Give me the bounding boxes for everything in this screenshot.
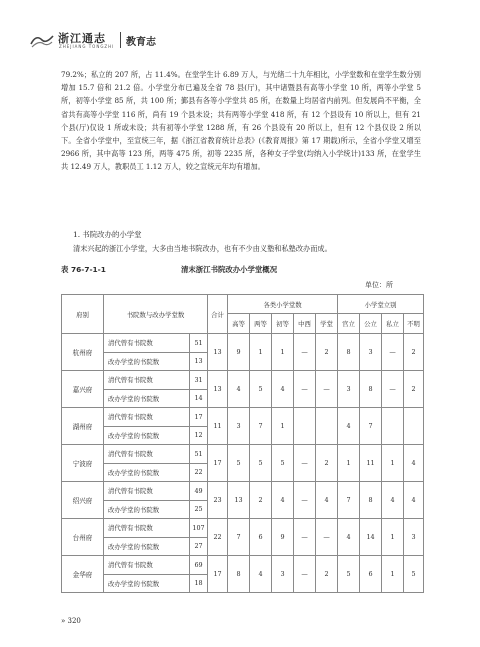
header-prefecture: 府别 bbox=[62, 295, 104, 334]
converted-label: 改办学堂的书院数 bbox=[104, 574, 190, 593]
converted-value: 22 bbox=[190, 463, 208, 482]
converted-value: 12 bbox=[190, 426, 208, 445]
academies-value: 49 bbox=[190, 482, 208, 501]
academies-label: 清代曾有书院数 bbox=[104, 445, 190, 464]
header-establish-private: 私立 bbox=[382, 314, 404, 334]
level-primary-cell: 9 bbox=[272, 519, 294, 556]
converted-label: 改办学堂的书院数 bbox=[104, 352, 190, 371]
academies-label: 清代曾有书院数 bbox=[104, 408, 190, 427]
header-establish-public: 公立 bbox=[360, 314, 382, 334]
level-school-cell: 2 bbox=[316, 556, 338, 593]
page-header bbox=[30, 28, 450, 54]
establish-official-cell: 4 bbox=[338, 408, 360, 445]
level-both-cell: 7 bbox=[250, 408, 272, 445]
establish-official-cell: 5 bbox=[338, 556, 360, 593]
total-cell: 17 bbox=[208, 556, 228, 593]
establish-unknown-cell: 4 bbox=[404, 445, 424, 482]
table-unit: 单位：所 bbox=[365, 281, 393, 289]
establish-unknown-cell: 3 bbox=[404, 519, 424, 556]
establish-private-cell bbox=[382, 408, 404, 445]
establish-private-cell: 1 bbox=[382, 556, 404, 593]
converted-label: 改办学堂的书院数 bbox=[104, 463, 190, 482]
prefecture-cell: 台州府 bbox=[62, 519, 104, 556]
academies-value: 17 bbox=[190, 408, 208, 427]
series-logo-subtext: ZHEJIANG TONGZHI bbox=[59, 44, 115, 49]
establish-unknown-cell: 2 bbox=[404, 334, 424, 371]
establish-official-cell: 7 bbox=[338, 482, 360, 519]
level-school-cell: — bbox=[316, 371, 338, 408]
establish-public-cell: 8 bbox=[360, 482, 382, 519]
level-primary-cell: 1 bbox=[272, 408, 294, 445]
section-title: 教育志 bbox=[126, 37, 156, 48]
prefecture-cell: 嘉兴府 bbox=[62, 371, 104, 408]
establish-public-cell: 14 bbox=[360, 519, 382, 556]
page-number: » 320 bbox=[61, 617, 81, 625]
academies-value: 31 bbox=[190, 371, 208, 390]
level-sino-western-cell: — bbox=[294, 371, 316, 408]
header-establish-official: 官立 bbox=[338, 314, 360, 334]
establish-unknown-cell: 2 bbox=[404, 371, 424, 408]
header-type: 书院数与改办学堂数 bbox=[104, 295, 208, 334]
establish-unknown-cell bbox=[404, 408, 424, 445]
converted-label: 改办学堂的书院数 bbox=[104, 500, 190, 519]
converted-label: 改办学堂的书院数 bbox=[104, 389, 190, 408]
establish-private-cell: — bbox=[382, 371, 404, 408]
header-level-primary: 初等 bbox=[272, 314, 294, 334]
academies-value: 69 bbox=[190, 556, 208, 575]
converted-value: 13 bbox=[190, 352, 208, 371]
level-primary-cell: 3 bbox=[272, 556, 294, 593]
level-school-cell: — bbox=[316, 519, 338, 556]
level-high-cell: 7 bbox=[228, 519, 250, 556]
level-school-cell: 2 bbox=[316, 334, 338, 371]
academies-label: 清代曾有书院数 bbox=[104, 371, 190, 390]
level-high-cell: 3 bbox=[228, 408, 250, 445]
academies-value: 107 bbox=[190, 519, 208, 538]
establish-public-cell: 11 bbox=[360, 445, 382, 482]
level-school-cell: 4 bbox=[316, 482, 338, 519]
prefecture-cell: 绍兴府 bbox=[62, 482, 104, 519]
header-level-high: 高等 bbox=[228, 314, 250, 334]
table-row bbox=[62, 334, 424, 353]
academies-label: 清代曾有书院数 bbox=[104, 334, 190, 353]
level-sino-western-cell: — bbox=[294, 482, 316, 519]
level-high-cell: 5 bbox=[228, 445, 250, 482]
level-primary-cell: 4 bbox=[272, 371, 294, 408]
level-high-cell: 9 bbox=[228, 334, 250, 371]
level-both-cell: 1 bbox=[250, 334, 272, 371]
level-high-cell: 8 bbox=[228, 556, 250, 593]
total-cell: 11 bbox=[208, 408, 228, 445]
header-levels-group: 各类小学堂数 bbox=[228, 295, 338, 314]
converted-label: 改办学堂的书院数 bbox=[104, 426, 190, 445]
establish-official-cell: 4 bbox=[338, 519, 360, 556]
level-sino-western-cell: — bbox=[294, 334, 316, 371]
table-caption bbox=[61, 264, 423, 276]
establish-private-cell: 4 bbox=[382, 482, 404, 519]
establish-official-cell: 8 bbox=[338, 334, 360, 371]
total-cell: 17 bbox=[208, 445, 228, 482]
converted-value: 18 bbox=[190, 574, 208, 593]
zhejiang-logo-icon bbox=[30, 32, 54, 48]
establish-public-cell: 7 bbox=[360, 408, 382, 445]
header-level-both: 两等 bbox=[250, 314, 272, 334]
academies-label: 清代曾有书院数 bbox=[104, 519, 190, 538]
level-sino-western-cell: — bbox=[294, 556, 316, 593]
prefecture-cell: 杭州府 bbox=[62, 334, 104, 371]
converted-value: 14 bbox=[190, 389, 208, 408]
level-both-cell: 2 bbox=[250, 482, 272, 519]
level-school-cell bbox=[316, 408, 338, 445]
prefecture-cell: 金华府 bbox=[62, 556, 104, 593]
level-both-cell: 5 bbox=[250, 371, 272, 408]
level-both-cell: 6 bbox=[250, 519, 272, 556]
subsection-heading: 1. 书院改办的小学堂 bbox=[73, 230, 142, 239]
total-cell: 23 bbox=[208, 482, 228, 519]
level-sino-western-cell: — bbox=[294, 445, 316, 482]
table-row bbox=[62, 445, 424, 464]
level-both-cell: 4 bbox=[250, 556, 272, 593]
converted-value: 25 bbox=[190, 500, 208, 519]
header-establish-unknown: 不明 bbox=[404, 314, 424, 334]
establish-official-cell: 3 bbox=[338, 371, 360, 408]
paragraph-text: 79.2%；私立的 207 所，占 11.4%。在堂学生计 6.89 万人，与光绪二十九年相比，小学堂数和在堂学生数分别增加 15.7 倍和 21.2 倍。小学堂分布已遍及全省 78 县(厅)，其中诸暨县有高等小学堂 10 所，两等小学堂 5 所，初等小学堂 85 所，共 100 所；鄞县有各等小学堂共 85 所，在数量上均居省内前列。但发展尚不平衡，全省共有高等小学堂 116 所，尚有 19 个县未设；共有两等小学堂 418 所，有 12 个县设有 10 所以上，但有 21 个县(厅)仅设 1 所或未设；共有初等小学堂 1288 所，有 26 个县设有 20 所以上，但有 12 个县仅设 2 所以下。全省小学堂中，至宣统三年，据《浙江省教育统计总表》(《教育周报》第 17 期载)所示，全省小学堂又增至 2966 所，其中高等 123 所，两等 475 所，初等 2235 所，各种女子学堂(均纳入小学统计)133 所，在堂学生共 12.49 万人，教职员工 1.12 万人，较之宣统元年均有增加。 bbox=[61, 70, 421, 172]
establish-public-cell: 8 bbox=[360, 371, 382, 408]
establish-private-cell: 1 bbox=[382, 519, 404, 556]
academies-label: 清代曾有书院数 bbox=[104, 482, 190, 501]
level-sino-western-cell: — bbox=[294, 519, 316, 556]
level-high-cell: 13 bbox=[228, 482, 250, 519]
level-primary-cell: 4 bbox=[272, 482, 294, 519]
intro-paragraph: 清末兴起的浙江小学堂，大多由当地书院改办，也有不少由义塾和私塾改办而成。 bbox=[73, 244, 332, 253]
level-school-cell: 2 bbox=[316, 445, 338, 482]
level-both-cell: 5 bbox=[250, 445, 272, 482]
level-sino-western-cell bbox=[294, 408, 316, 445]
establish-private-cell: — bbox=[382, 334, 404, 371]
table-row bbox=[62, 519, 424, 538]
table-title: 清末浙江书院改办小学堂概况 bbox=[181, 265, 278, 274]
table-row bbox=[62, 408, 424, 427]
level-high-cell: 4 bbox=[228, 371, 250, 408]
establish-official-cell: 1 bbox=[338, 445, 360, 482]
header-establish-group: 小学堂立别 bbox=[338, 295, 424, 314]
establish-private-cell: 1 bbox=[382, 445, 404, 482]
establish-unknown-cell: 5 bbox=[404, 556, 424, 593]
table-row bbox=[62, 371, 424, 390]
header-level-sino-western: 中西 bbox=[294, 314, 316, 334]
table-row bbox=[62, 482, 424, 501]
table-number: 表 76-7-1-1 bbox=[61, 265, 106, 274]
header-total: 合计 bbox=[208, 295, 228, 334]
academies-value: 51 bbox=[190, 445, 208, 464]
header-divider bbox=[120, 32, 121, 48]
statistics-table bbox=[61, 294, 424, 593]
total-cell: 22 bbox=[208, 519, 228, 556]
body-paragraph bbox=[61, 68, 421, 174]
total-cell: 13 bbox=[208, 334, 228, 371]
series-logo-text: 浙江通志 bbox=[58, 32, 106, 45]
academies-value: 51 bbox=[190, 334, 208, 353]
prefecture-cell: 湖州府 bbox=[62, 408, 104, 445]
converted-label: 改办学堂的书院数 bbox=[104, 537, 190, 556]
table-row bbox=[62, 556, 424, 575]
academies-label: 清代曾有书院数 bbox=[104, 556, 190, 575]
establish-public-cell: 3 bbox=[360, 334, 382, 371]
level-primary-cell: 1 bbox=[272, 334, 294, 371]
establish-unknown-cell: 4 bbox=[404, 482, 424, 519]
total-cell: 13 bbox=[208, 371, 228, 408]
converted-value: 27 bbox=[190, 537, 208, 556]
header-level-school: 学堂 bbox=[316, 314, 338, 334]
establish-public-cell: 6 bbox=[360, 556, 382, 593]
level-primary-cell: 5 bbox=[272, 445, 294, 482]
prefecture-cell: 宁波府 bbox=[62, 445, 104, 482]
